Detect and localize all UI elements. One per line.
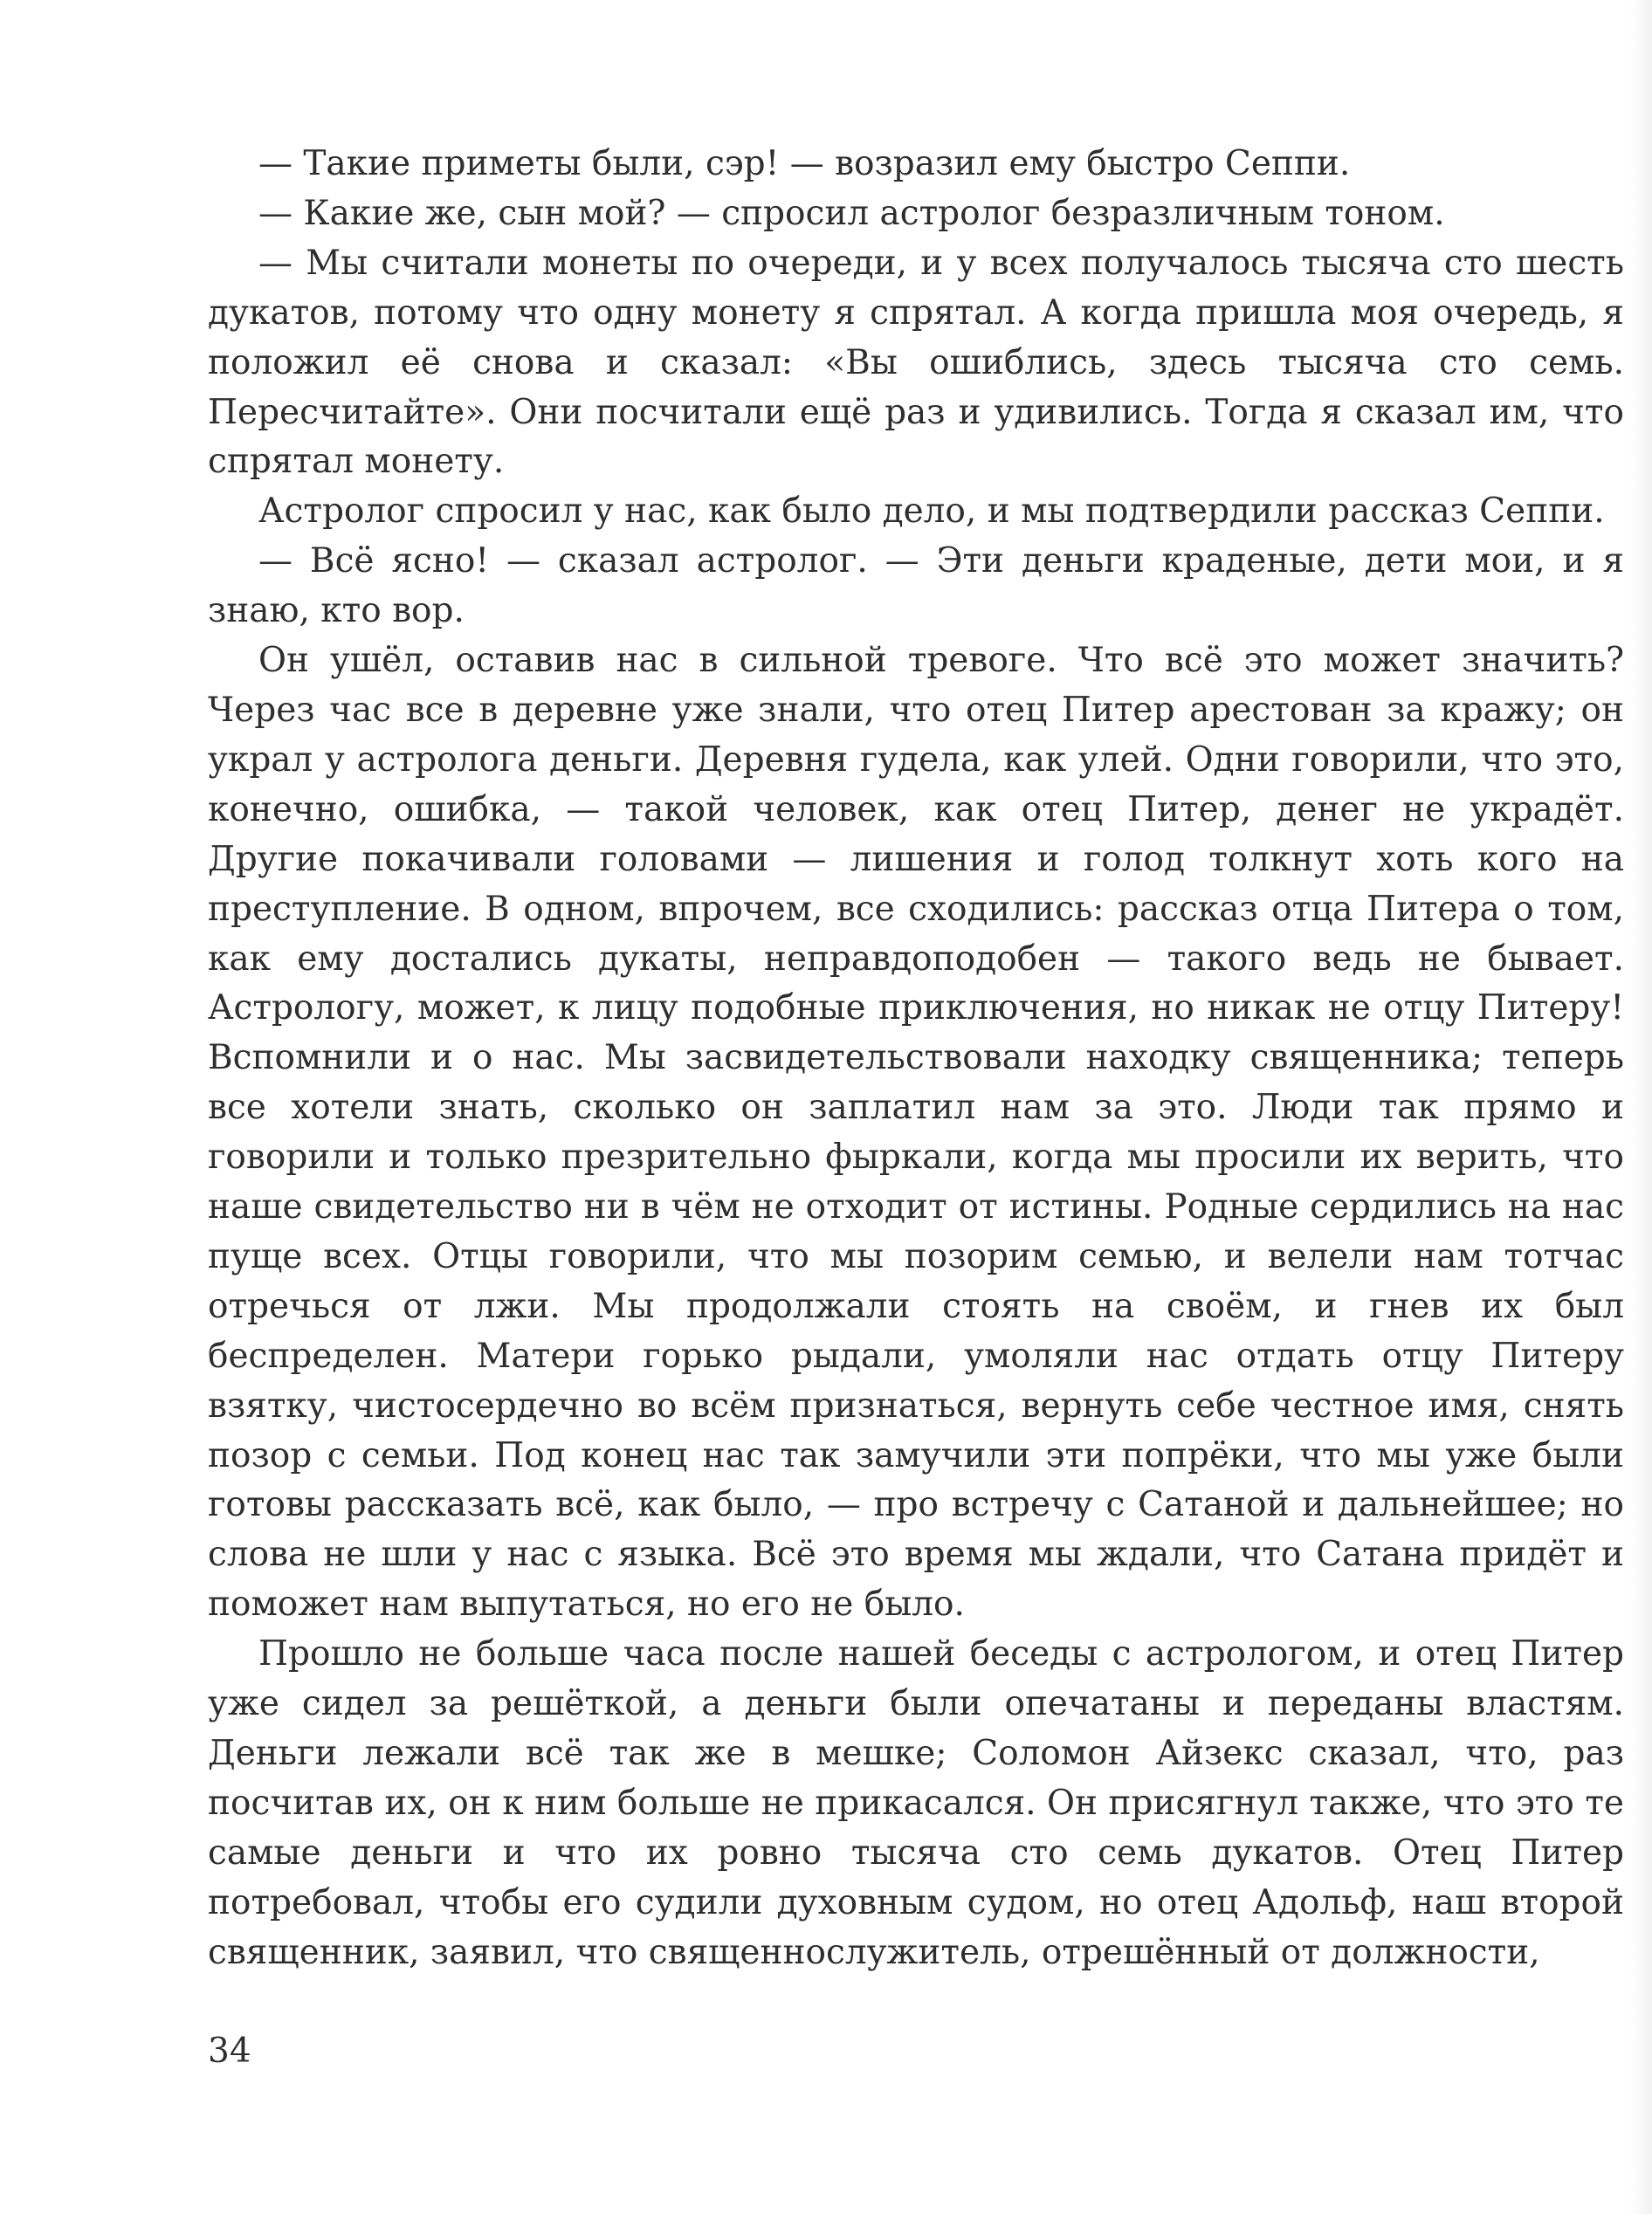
paragraph-3: — Мы считали монеты по очереди, и у всех получалось тысяча сто шесть дукатов, потому что одну монету я спрятал. А когда пришла моя очередь, я положил её снова и сказал: «Вы ошиблись, здесь тысяча сто семь. Пересчитайте». Они посчитали ещё раз и удивились. Тогда я сказал им, что спрятал монету. — [208, 243, 1624, 482]
page-number: 34 — [208, 2032, 251, 2071]
paragraph-2: — Какие же, сын мой? — спросил астролог безразличным тоном. — [258, 193, 1445, 233]
paragraph-5: — Всё ясно! — сказал астролог. — Эти деньги краденые, дети мои, и я знаю, кто вор. — [208, 541, 1624, 631]
page-body — [208, 140, 1624, 1978]
paragraph-4: Астролог спросил у нас, как было дело, и мы подтвердили рассказ Сеппи. — [258, 492, 1605, 532]
paragraph-1: — Такие приметы были, сэр! — возразил ему быстро Сеппи. — [258, 144, 1351, 183]
paragraph-6: Он ушёл, оставив нас в сильной тревоге. Что всё это может значить? Через час все в деревне уже знали, что отец Питер арестован за кражу; он украл у астролога деньги. Деревня гудела, как улей. Одни говорили, что это, конечно, ошибка, — такой человек, как отец Питер, денег не украдёт. Другие покачивали головами — лишения и голод толкнут хоть кого на преступление. В одном, впрочем, все сходились: рассказ отца Питера о том, как ему достались дукаты, неправдоподобен — такого ведь не бывает. Астрологу, может, к лицу подобные приключения, но никак не отцу Питеру! Вспомнили и о нас. Мы засвидетельствовали находку священника; теперь все хотели знать, сколько он заплатил нам за это. Люди так прямо и говорили и только презрительно фыркали, когда мы просили их верить, что наше свидетельство ни в чём не отходит от истины. Родные сердились на нас пуще всех. Отцы говорили, что мы позорим семью, и велели нам тотчас отречься от лжи. Мы продолжали стоять на своём, и гнев их был беспределен. Матери горько рыдали, умоляли нас отдать отцу Питеру взятку, чистосердечно во всём признаться, вернуть себе честное имя, снять позор с семьи. Под конец нас так замучили эти попрёки, что мы уже были готовы рассказать всё, как было, — про встречу с Сатаной и дальнейшее; но слова не шли у нас с языка. Всё это время мы ждали, что Сатана придёт и поможет нам выпутаться, но его не было. — [208, 641, 1624, 1625]
page-edge-shadow — [1629, 0, 1652, 2214]
paragraph-7: Прошло не больше часа после нашей беседы с астрологом, и отец Питер уже сидел за решёткой, а деньги были опечатаны и переданы властям. Деньги лежали всё так же в мешке; Соломон Айзекс сказал, что, раз посчитав их, он к ним больше не прикасался. Он присягнул также, что это те самые деньги и что их ровно тысяча сто семь дукатов. Отец Питер потребовал, чтобы его судили духовным судом, но отец Адольф, наш второй священник, заявил, что священнослужитель, отрешённый от должности, — [208, 1634, 1624, 1972]
